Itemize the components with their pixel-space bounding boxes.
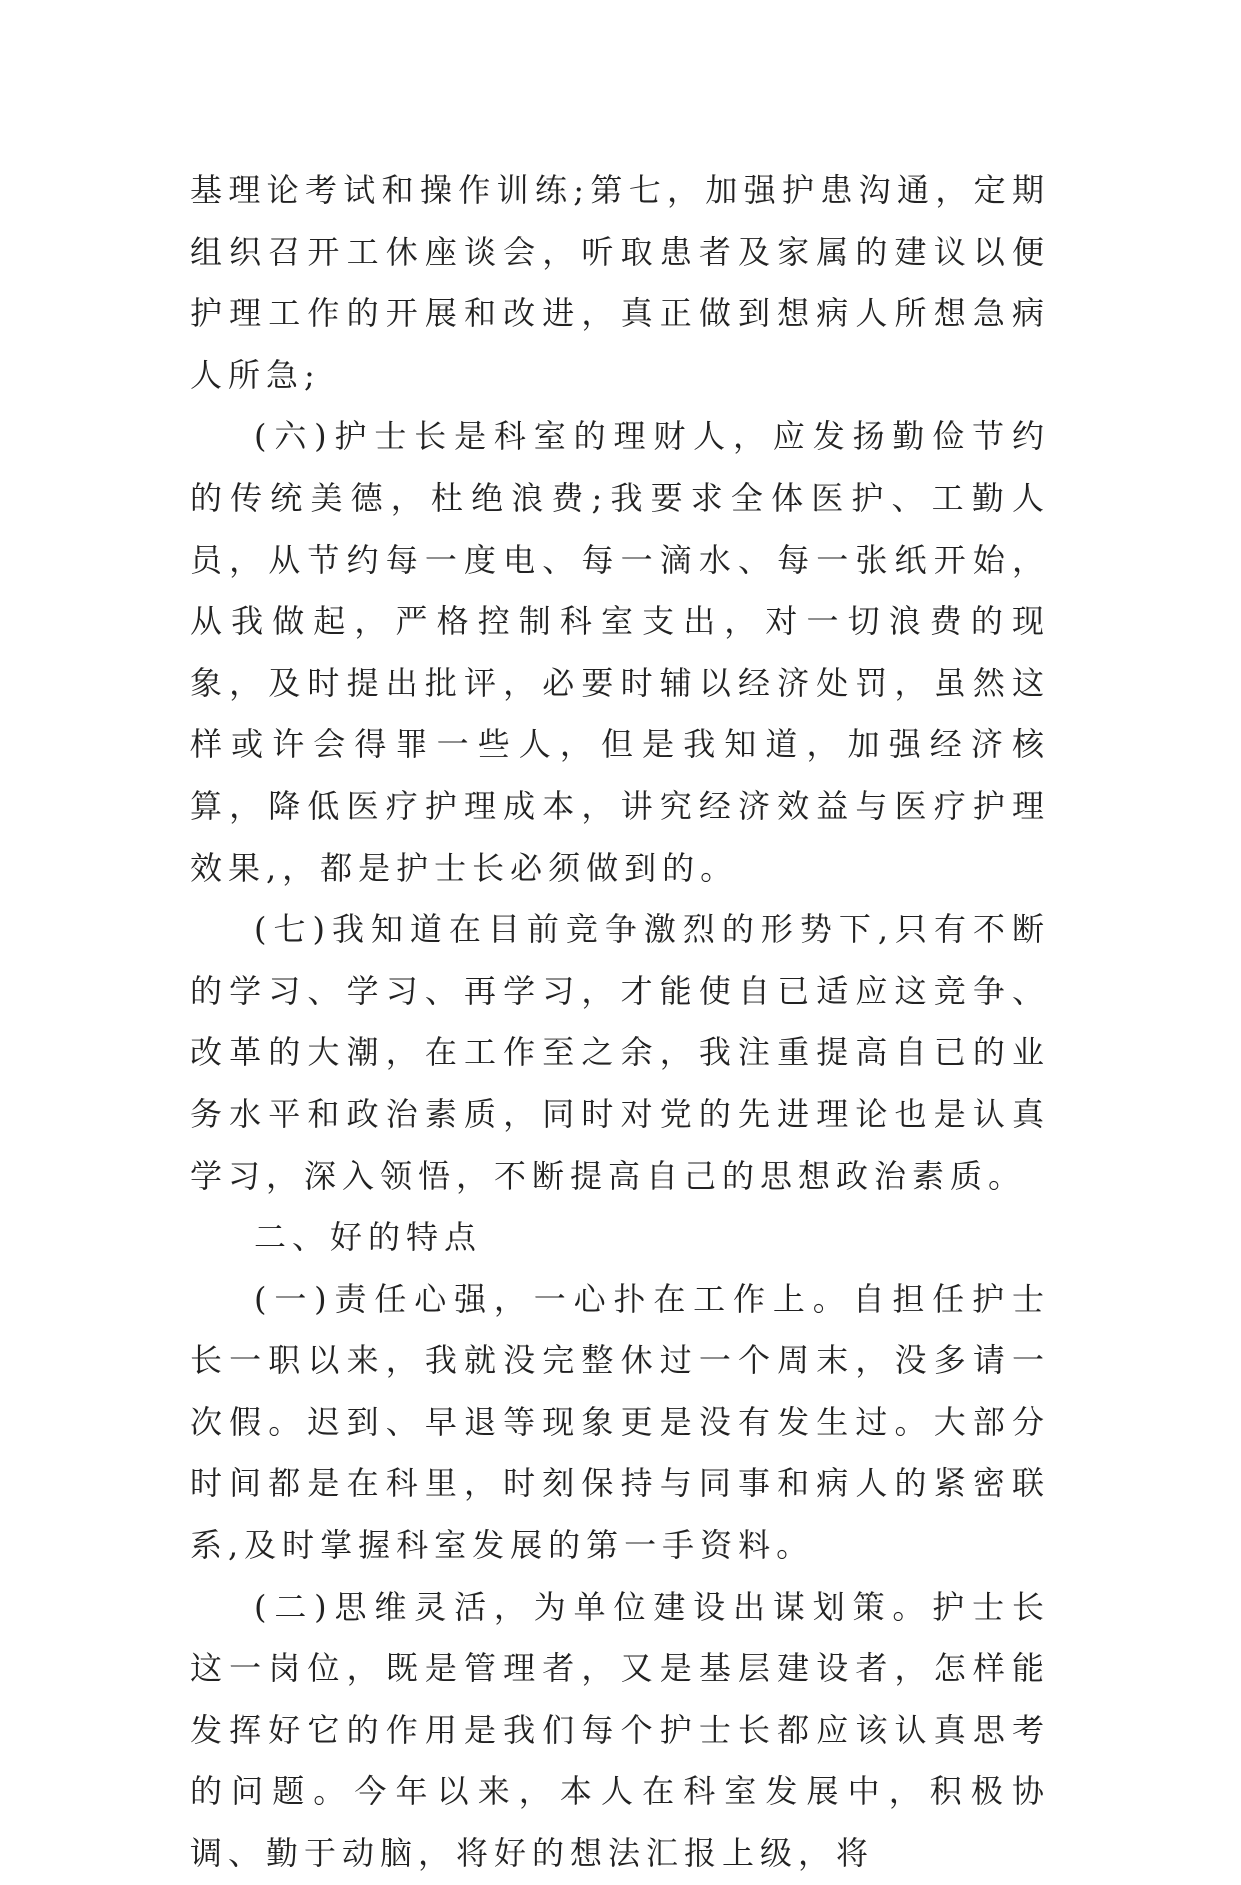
paragraph-2: (六)护士长是科室的理财人，应发扬勤俭节约的传统美德，杜绝浪费;我要求全体医护、工勤人员，从节约每一度电、每一滴水、每一张纸开始，从我做起，严格控制科室支出，对一切浪费的现象，及时提出批评，必要时辅以经济处罚，虽然这样或许会得罪一些人，但是我知道，加强经济核算，降低医疗护理成本，讲究经济效益与医疗护理效果,，都是护士长必须做到的。 [190,417,1050,887]
section-heading: 二、好的特点 [254,1218,483,1257]
document-body [190,160,1050,1885]
paragraph-1: 基理论考试和操作训练;第七，加强护患沟通，定期组织召开工休座谈会，听取患者及家属的建议以便护理工作的开展和改进，真正做到想病人所想急病人所急; [190,171,1050,394]
paragraph-3: (七)我知道在目前竞争激烈的形势下,只有不断的学习、学习、再学习，才能使自已适应这竞争、改革的大潮，在工作至之余，我注重提高自已的业务水平和政治素质，同时对党的先进理论也是认真学习，深入领悟，不断提高自己的思想政治素质。 [190,910,1050,1195]
paragraph-5: (二)思维灵活，为单位建设出谋划策。护士长这一岗位，既是管理者，又是基层建设者，怎样能发挥好它的作用是我们每个护士长都应该认真思考的问题。今年以来，本人在科室发展中，积极协调、勤于动脑，将好的想法汇报上级，将 [190,1587,1050,1873]
paragraph-4: (一)责任心强，一心扑在工作上。自担任护士长一职以来，我就没完整休过一个周末，没多请一次假。迟到、早退等现象更是没有发生过。大部分时间都是在科里，时刻保持与同事和病人的紧密联系,及时掌握科室发展的第一手资料。 [190,1279,1050,1565]
